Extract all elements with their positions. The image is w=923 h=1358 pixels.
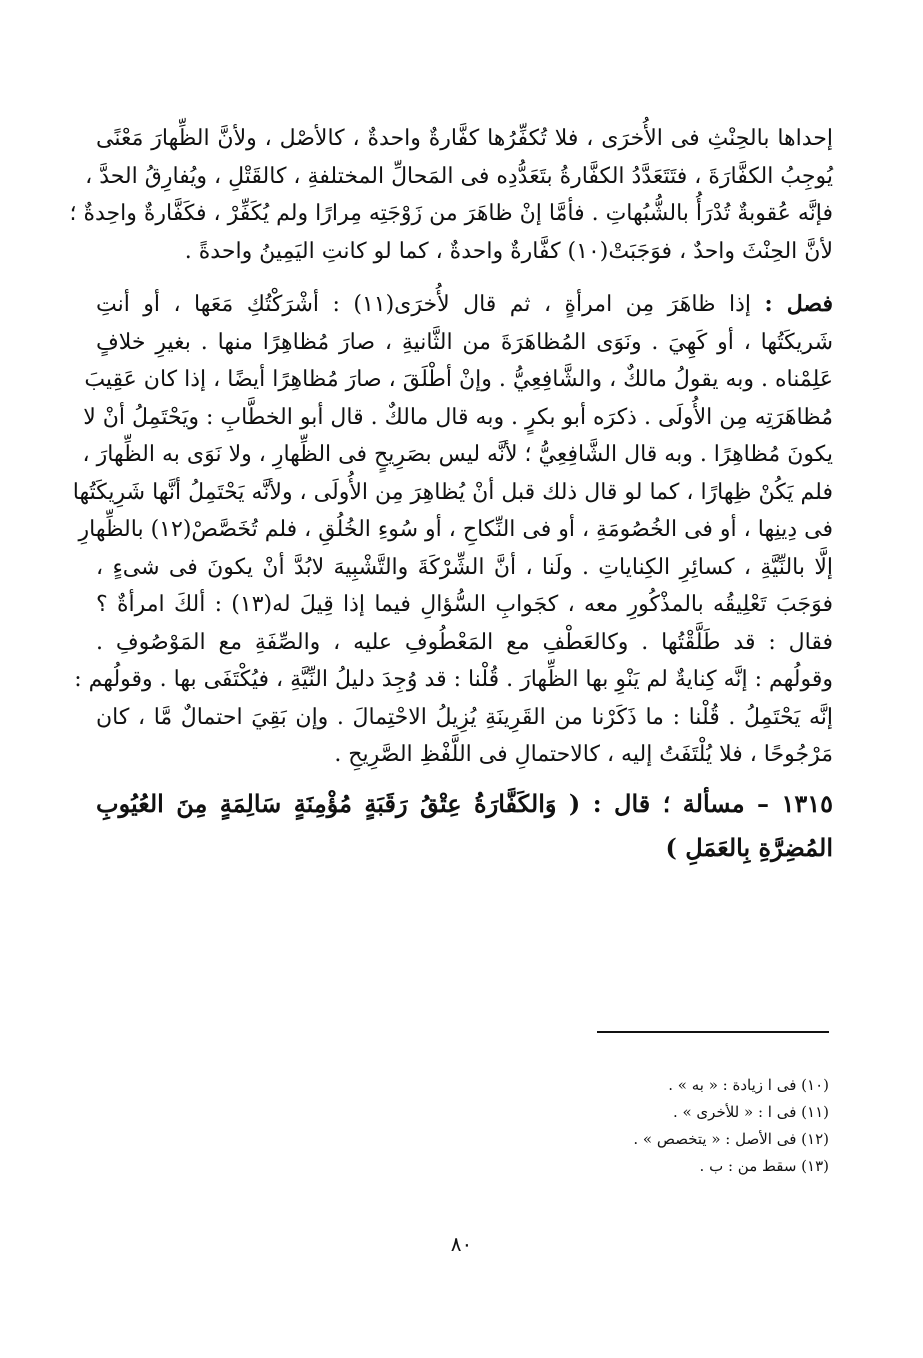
text-line: مُظاهَرَتِه مِن الأُولَى . ذكرَه أبو بكرٍ . وبه قال مالكٌ . قال أبو الخطَّابِ : ويَحْتَمِلُ أنْ لا — [83, 404, 833, 430]
text-line: وقولُهم : إنَّه كِنايةٌ لم يَنْوِ بها الظِّهارَ . قُلْنا : قد وُجِدَ دليلُ النِّيَّةِ ، فيُكْتَفَى بها . وقولُهم : — [74, 667, 833, 692]
text-line: فقال : قد طَلَّقْتُها . وكالعَطْفِ مع المَعْطُوفِ عليه ، والصِّفَةِ مع المَوْصُوفِ . — [96, 629, 833, 655]
text-line: فى دِينِها ، أو فى الخُصُومَةِ ، أو فى النِّكاحِ ، أو سُوءِ الخُلُقِ ، فلم تُخَصَّصْ(١٢) بالظِّهارِ — [78, 517, 833, 542]
text-line: إلَّا بالنِّيَّةِ ، كسائِرِ الكِناياتِ . ولَنا ، أنَّ الشِّرْكَةَ والتَّشْبِيهَ لابُدَّ أنْ يكونَ فى شىءٍ ، — [96, 554, 833, 580]
footnotes — [400, 1072, 829, 1180]
text-line: إحداها بالحِنْثِ فى الأُخرَى ، فلا تُكفِّرُها كفَّارةٌ واحدةٌ ، كالأصْل ، ولأنَّ الظِّهارَ مَعْنًى — [96, 126, 833, 151]
text-line: فوَجَبَ تَعْلِيقُه بالمذْكُورِ معه ، كجَوابِ السُّؤالِ فيما إذا قِيلَ له(١٣) : ألكَ امرأةٌ ؟ — [96, 592, 833, 617]
text-line: يُوجِبُ الكفَّارَةَ ، فتَتَعَدَّدُ الكفَّارةُ بتَعَدُّدِه فى المَحالِّ المختلفةِ ، كالقَتْلِ ، ويُفارِقُ الحدَّ ، — [85, 163, 833, 189]
footnote: (١١) فى ا : « للأخرى » . — [672, 1103, 829, 1121]
text-line: إنَّه يَحْتَمِلُ . قُلْنا : ما ذَكَرْنا من القَرِينَةِ يُزِيلُ الاحْتِمالَ . وإن بَقِيَ احتمالٌ مَّا ، كان — [96, 704, 833, 730]
text-line: فإنَّه عُقوبةٌ تُدْرَأُ بالشُّبُهاتِ . فأمَّا إنْ ظاهَرَ من زَوْجَتِه مِرارًا ولم يُكَفِّرْ ، فكَفَّارةٌ واحِدةٌ ؛ — [69, 201, 833, 226]
text-line: لأنَّ الحِنْثَ واحدٌ ، فوَجَبَتْ(١٠) كفَّارةٌ واحدةٌ ، كما لو كانتِ اليَمِينُ واحدةً . — [184, 238, 833, 264]
text-line: شَريكَتُها ، أو كَهِيَ . ونَوَى المُظاهَرَةَ من الثَّانيةِ ، صارَ مُظاهِرًا منها . بغيرِ خلافٍ — [96, 329, 833, 355]
text-line — [96, 286, 833, 324]
section-heading-fasl: فصل : — [764, 291, 833, 317]
text-line-body: إذا ظاهَرَ مِن امرأةٍ ، ثم قال لأُخرَى(١١) : أشْرَكْتُكِ مَعَها ، أو أنتِ — [96, 292, 752, 317]
footnote: (١٢) فى الأصل : « يتخصص » . — [633, 1130, 829, 1148]
text-line: مَرْجُوحًا ، فلا يُلْتَفَتُ إليه ، كالاحتمالِ فى اللَّفْظِ الصَّرِيحِ . — [334, 742, 833, 767]
footnote: (١٣) سقط من : ب . — [699, 1157, 829, 1175]
masala-heading-continued: المُضِرَّةِ بِالعَمَلِ ) — [665, 832, 833, 862]
masala-heading: ١٣١٥ – مسألة ؛ قال : ( وَالكَفَّارَةُ عِتْقُ رَقَبَةٍ مُؤْمِنَةٍ سَالِمَةٍ مِنَ العُيُوبِ — [96, 788, 833, 818]
body-text — [69, 120, 833, 870]
footnote-divider — [597, 1031, 829, 1033]
text-line: عَلِمْناه . وبه يقولُ مالكٌ ، والشَّافِعِيُّ . وإنْ أطْلَقَ ، صارَ مُظاهِرًا أيضًا ، إذا كان عَقِيبَ — [84, 367, 833, 392]
footnote: (١٠) فى ا زيادة : « به » . — [668, 1076, 829, 1094]
text-line: فلم يَكُنْ ظِهارًا ، كما لو قال ذلك قبل أنْ يُظاهِرَ مِن الأُولَى ، ولأنَّه يَحْتَمِلُ أنَّها شَرِيكَتُها — [72, 479, 833, 505]
page-number: ٨٠ — [450, 1232, 473, 1256]
text-line: يكونَ مُظاهِرًا . وبه قال الشَّافِعِيُّ ؛ لأنَّه ليس بصَرِيحٍ فى الظِّهارِ ، ولا نَوَى به الظِّهارَ ، — [82, 442, 833, 467]
